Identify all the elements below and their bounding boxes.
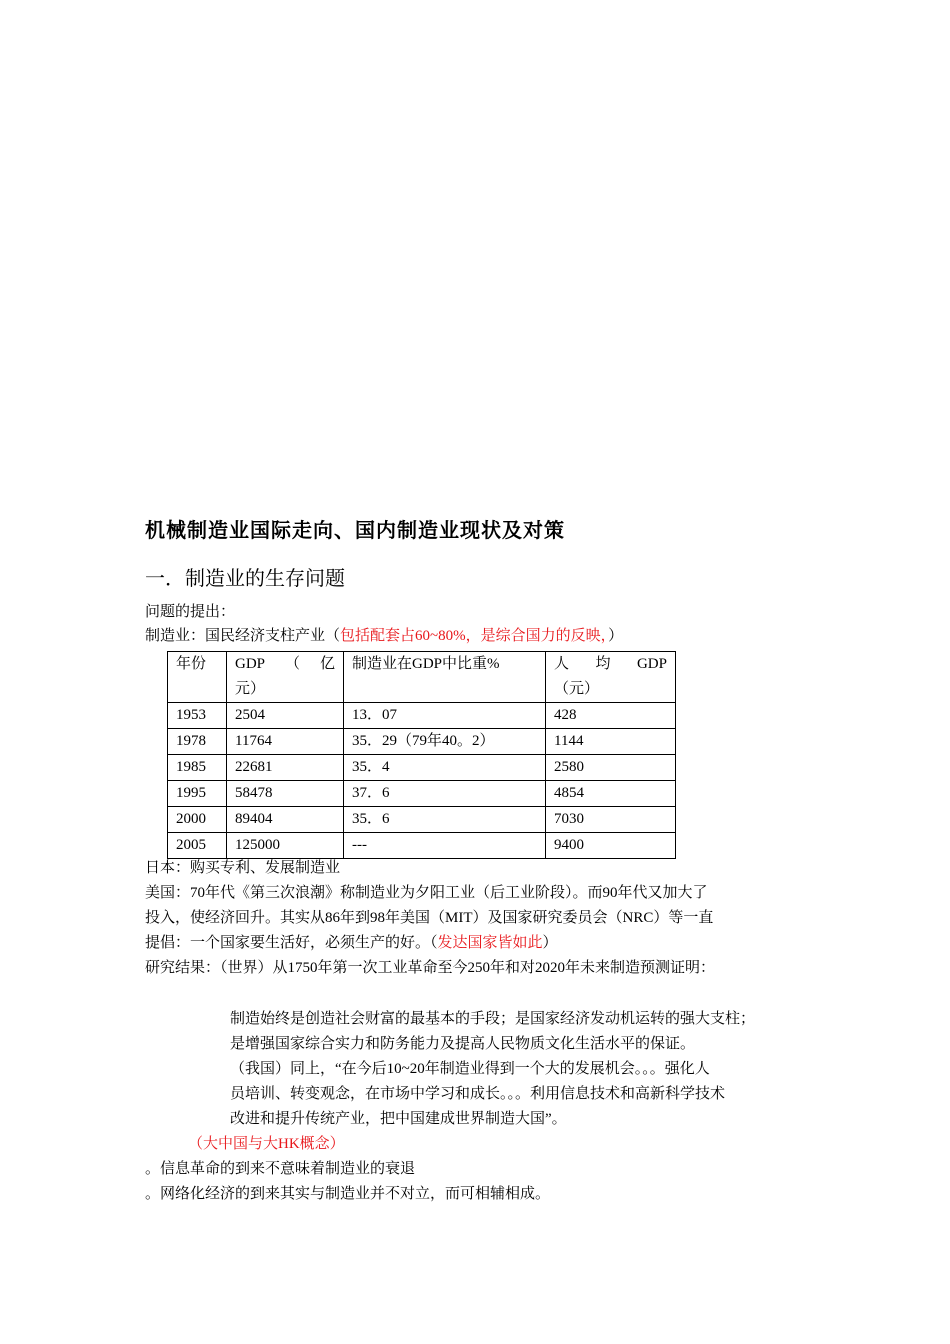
table-row xyxy=(168,807,676,833)
table-cell: 35．6 xyxy=(344,807,546,833)
problem-raised-label: 问题的提出： xyxy=(145,604,236,620)
table-row xyxy=(168,729,676,755)
bullet-1: 。信息革命的到来不意味着制造业的衰退 xyxy=(145,1161,416,1177)
header-per-capita xyxy=(546,652,676,703)
table-header-row xyxy=(168,652,676,703)
header-gdp-c: 亿 xyxy=(319,656,335,672)
table-row xyxy=(168,781,676,807)
table-cell: 2005 xyxy=(168,833,227,859)
header-gdp-b: （ xyxy=(284,656,300,672)
header-gdp-d: 元） xyxy=(235,681,266,697)
research-line: 研究结果：（世界）从1750年第一次工业革命至今250年和对2020年未来制造预测证明： xyxy=(145,960,716,976)
table-cell: 9400 xyxy=(546,833,676,859)
table-cell: 1978 xyxy=(168,729,227,755)
table-cell: 58478 xyxy=(227,781,344,807)
big-china-note: （大中国与大HK概念） xyxy=(188,1136,345,1152)
table-cell: --- xyxy=(344,833,546,859)
header-per-d: （元） xyxy=(554,681,600,697)
table-cell: 2580 xyxy=(546,755,676,781)
quote-line-3: （我国）同上，“在今后10~20年制造业得到一个大的发展机会。。。强化人 xyxy=(230,1061,710,1077)
japan-line: 日本：购买专利、发展制造业 xyxy=(145,860,341,876)
table-cell: 428 xyxy=(546,703,676,729)
header-per-a: 人 xyxy=(554,656,570,672)
table-cell: 35．29（79年40。2） xyxy=(344,729,546,755)
document-title: 机械制造业国际走向、国内制造业现状及对策 xyxy=(145,518,565,542)
usa-line-1: 美国：70年代《第三次浪潮》称制造业为夕阳工业（后工业阶段）。而90年代又加大了 xyxy=(145,885,708,901)
usa-line-3-prefix: 提倡：一个国家要生活好，必须生产的好。（ xyxy=(145,935,438,951)
header-year: 年份 xyxy=(168,652,227,703)
table-cell: 1953 xyxy=(168,703,227,729)
table-cell: 2504 xyxy=(227,703,344,729)
usa-line-3-highlight: 发达国家皆如此 xyxy=(437,935,543,951)
header-gdp-a: GDP xyxy=(235,656,266,672)
usa-line-2: 投入，使经济回升。其实从86年到98年美国（MIT）及国家研究委员会（NRC）等一直 xyxy=(145,910,714,926)
table-cell: 4854 xyxy=(546,781,676,807)
header-ratio: 制造业在GDP中比重% xyxy=(344,652,546,703)
quote-line-5: 改进和提升传统产业，把中国建成世界制造大国”。 xyxy=(230,1111,567,1127)
table-cell: 2000 xyxy=(168,807,227,833)
table-cell: 89404 xyxy=(227,807,344,833)
header-per-c: GDP xyxy=(636,656,667,672)
table-cell: 11764 xyxy=(227,729,344,755)
table-cell: 13．07 xyxy=(344,703,546,729)
manufacturing-line xyxy=(145,624,623,648)
table-cell: 1995 xyxy=(168,781,227,807)
table-cell: 22681 xyxy=(227,755,344,781)
table-row xyxy=(168,755,676,781)
quote-line-2: 是增强国家综合实力和防务能力及提高人民物质文化生活水平的保证。 xyxy=(230,1036,696,1052)
bullet-2: 。网络化经济的到来其实与制造业并不对立，而可相辅相成。 xyxy=(145,1186,551,1202)
header-gdp xyxy=(227,652,344,703)
manufacturing-prefix: 制造业：国民经济支柱产业（ xyxy=(145,628,341,644)
table-cell: 1985 xyxy=(168,755,227,781)
table-row xyxy=(168,703,676,729)
table-cell: 125000 xyxy=(227,833,344,859)
quote-line-1: 制造始终是创造社会财富的最基本的手段；是国家经济发动机运转的强大支柱； xyxy=(230,1011,756,1027)
usa-line-3-suffix: ） xyxy=(542,935,558,951)
manufacturing-suffix: ） xyxy=(608,628,624,644)
quote-line-4: 员培训、转变观念，在市场中学习和成长。。。利用信息技术和高新科学技术 xyxy=(230,1086,726,1102)
header-per-b: 均 xyxy=(595,656,611,672)
gdp-table xyxy=(167,651,676,859)
manufacturing-highlight: 包括配套占60~80%，是综合国力的反映， xyxy=(340,628,609,644)
table-cell: 1144 xyxy=(546,729,676,755)
table-row xyxy=(168,833,676,859)
table-cell: 7030 xyxy=(546,807,676,833)
section-heading: 一．制造业的生存问题 xyxy=(145,566,345,590)
table-cell: 35．4 xyxy=(344,755,546,781)
usa-line-3 xyxy=(145,931,558,955)
table-cell: 37．6 xyxy=(344,781,546,807)
